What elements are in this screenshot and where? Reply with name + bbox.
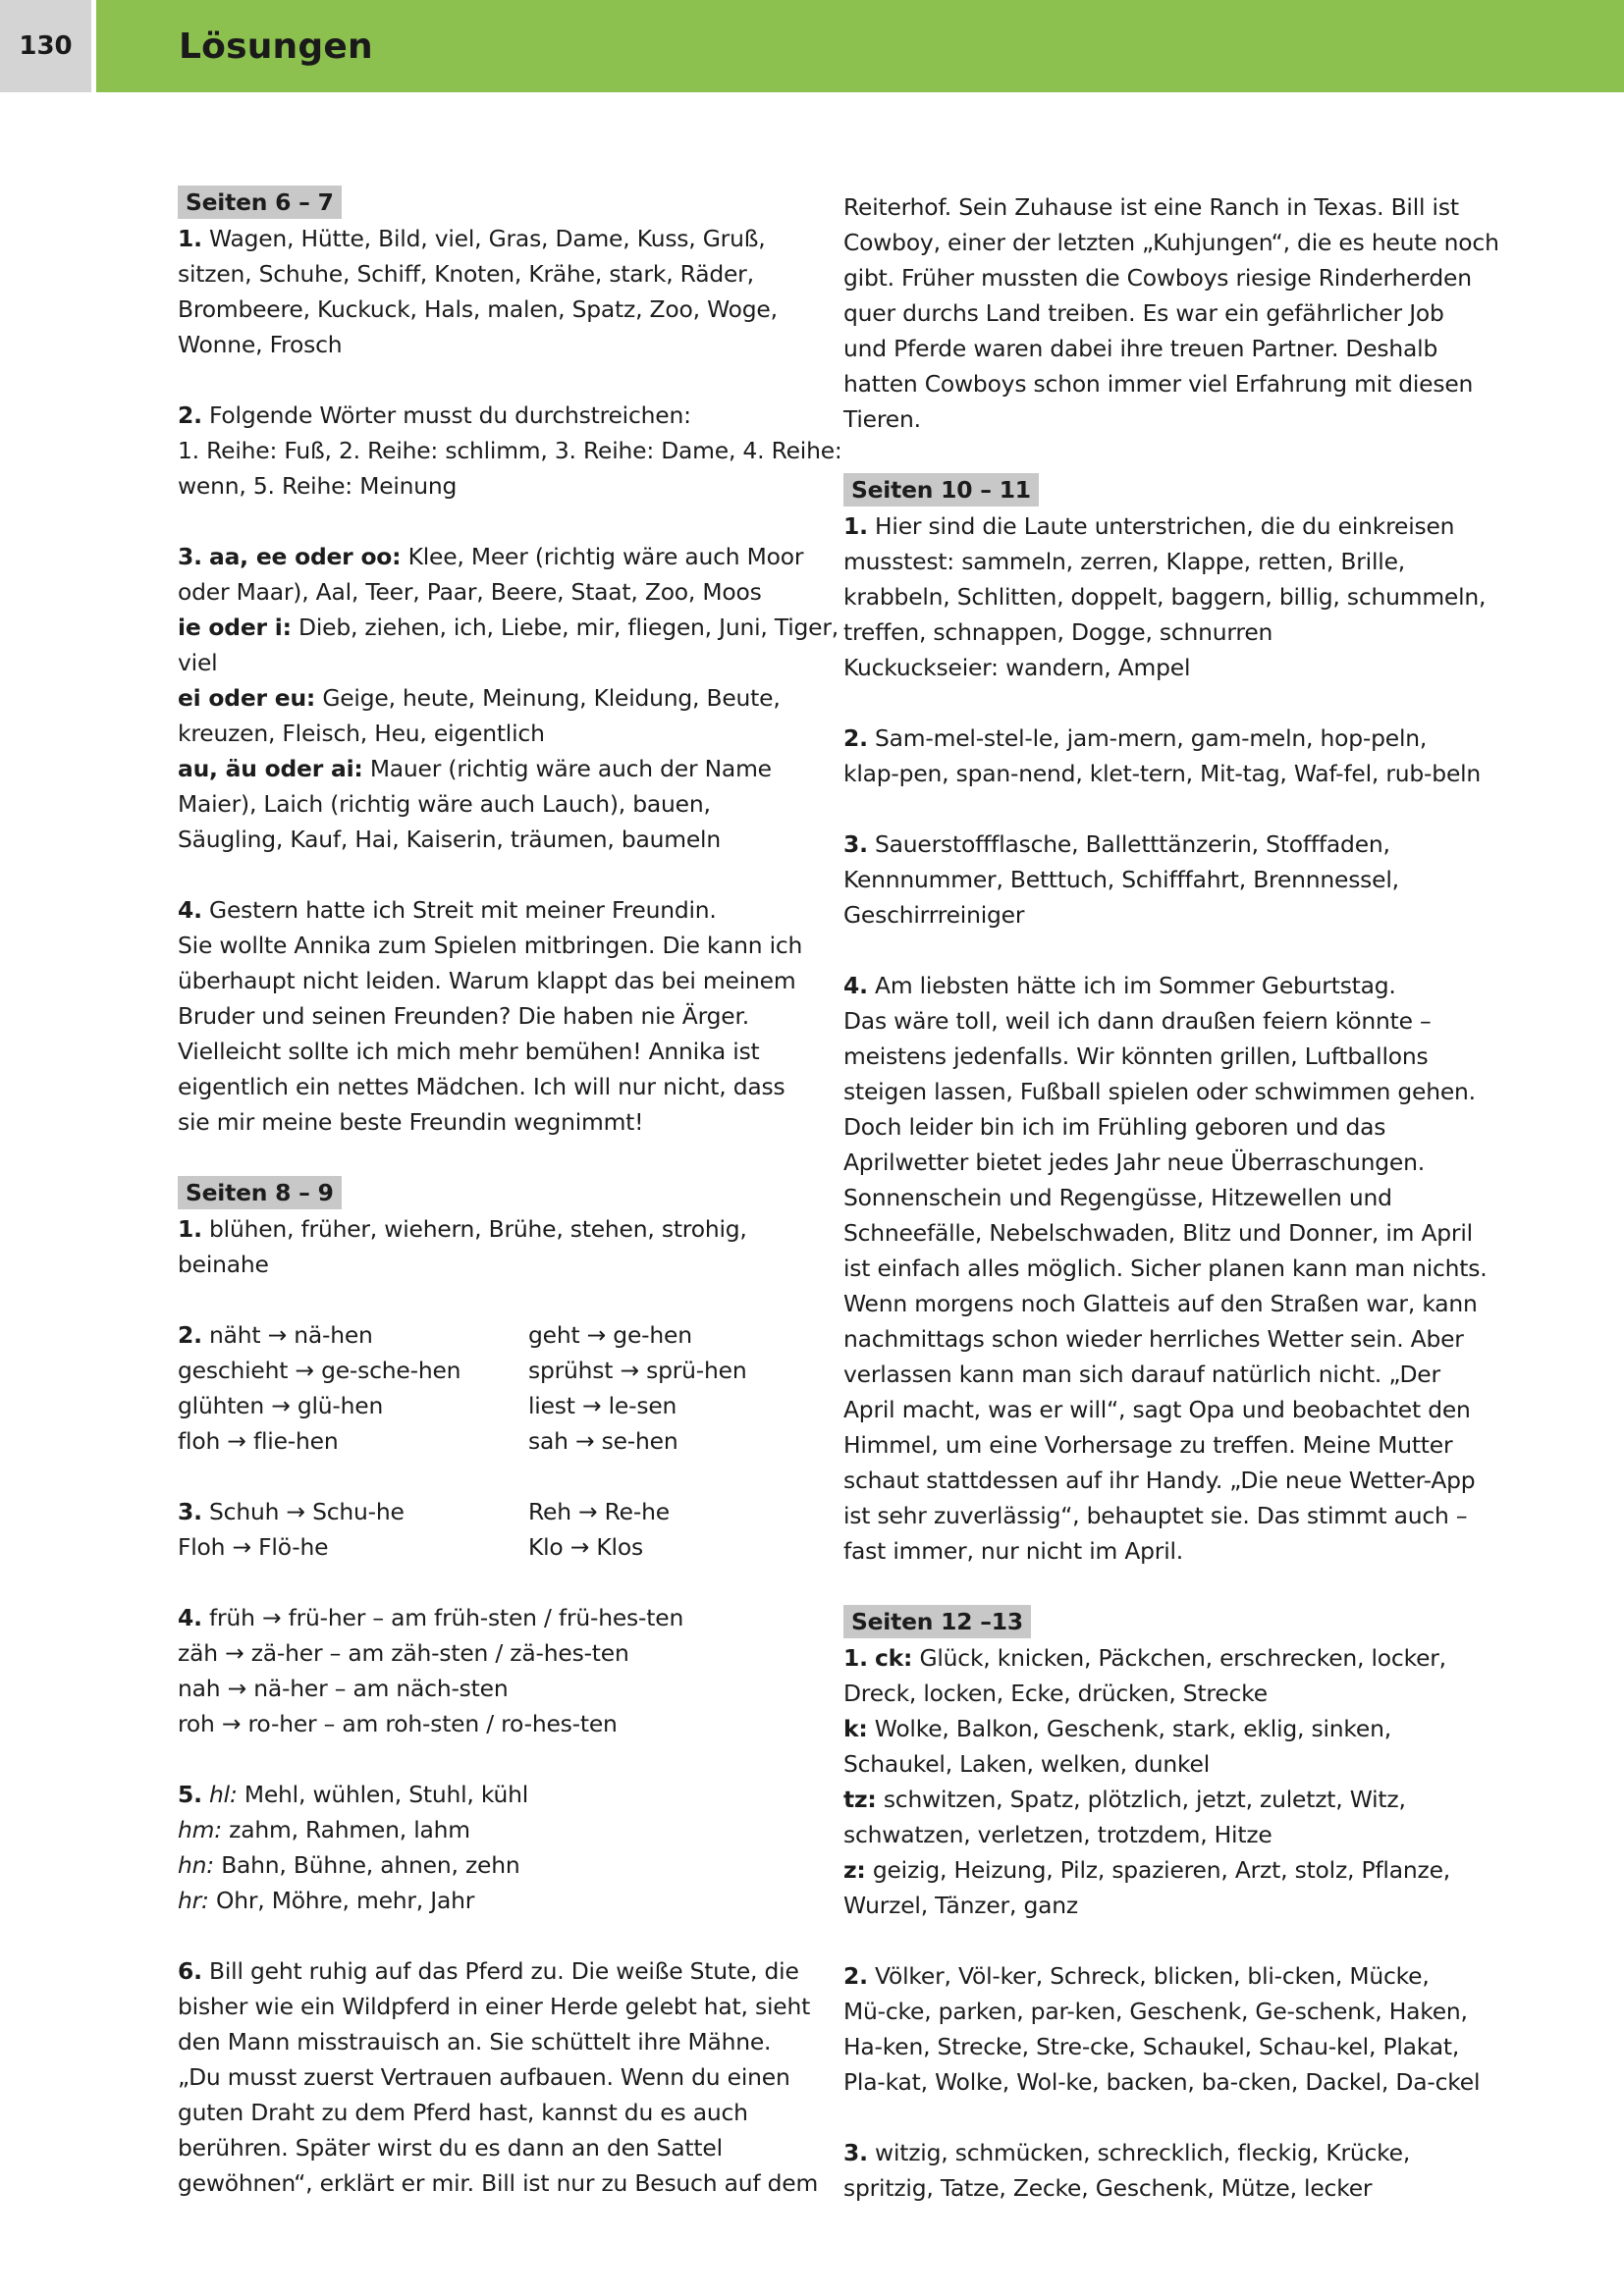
- answer-1: [843, 508, 1487, 685]
- section-seiten-6-7: [178, 185, 842, 1140]
- section-seiten-12-13: [843, 1604, 1481, 2206]
- answer-key: hl:: [209, 1781, 238, 1808]
- answer-text: Glück, knicken, Päckchen, erschrecken, locker,: [919, 1644, 1446, 1672]
- answer-text: Reh → Re-he: [528, 1498, 670, 1525]
- answer-text: überhaupt nicht leiden. Warum klappt das bei meinem: [178, 967, 796, 994]
- answer-text: glühten → glü-hen: [178, 1392, 384, 1419]
- answer-text: Vielleicht sollte ich mich mehr bemühen! Annika ist: [178, 1038, 760, 1065]
- answer-key: au, äu oder ai:: [178, 755, 363, 782]
- answer-text: Bruder und seinen Freunden? Die haben nie Ärger.: [178, 1002, 749, 1030]
- answer-text: liest → le-sen: [528, 1392, 677, 1419]
- answer-3: [843, 2135, 1472, 2206]
- answer-number: 2.: [843, 724, 868, 752]
- answer-4: [843, 968, 1488, 1569]
- answer-text: Sauerstoffflasche, Balletttänzerin, Stofffaden,: [875, 830, 1390, 858]
- answer-text: Wurzel, Tänzer, ganz: [843, 1892, 1078, 1919]
- answer-text: Hier sind die Laute unterstrichen, die du einkreisen: [875, 512, 1455, 540]
- answer-1: [178, 1211, 816, 1282]
- answer-key: ie oder i:: [178, 614, 292, 641]
- answer-key: k:: [843, 1715, 868, 1742]
- answer-text: Tieren.: [843, 405, 921, 433]
- answer-number: 2.: [178, 401, 202, 429]
- answer-text: ist einfach alles möglich. Sicher planen kann man nichts.: [843, 1255, 1488, 1282]
- answer-text: Reiterhof. Sein Zuhause ist eine Ranch in Texas. Bill ist: [843, 193, 1459, 221]
- answer-5: [178, 1777, 816, 1918]
- answer-text: Sie wollte Annika zum Spielen mitbringen. Die kann ich: [178, 932, 803, 959]
- answer-text: 1. Reihe: Fuß, 2. Reihe: schlimm, 3. Reihe: Dame, 4. Reihe:: [178, 437, 842, 464]
- answer-text: zäh → zä-her – am zäh-sten / zä-hes-ten: [178, 1639, 629, 1667]
- answer-text: quer durchs Land treiben. Es war ein gefährlicher Job: [843, 299, 1444, 327]
- answer-key: ei oder eu:: [178, 684, 316, 712]
- answer-text: früh → frü-her – am früh-sten / frü-hes-ten: [209, 1604, 684, 1631]
- answer-number: 3.: [843, 2139, 868, 2166]
- answer-text: Am liebsten hätte ich im Sommer Geburtstag.: [875, 972, 1396, 999]
- answer-text: wenn, 5. Reihe: Meinung: [178, 472, 458, 500]
- answer-text: bisher wie ein Wildpferd in einer Herde gelebt hat, sieht: [178, 1993, 811, 2020]
- answer-6: [178, 1953, 819, 2201]
- answer-text: gewöhnen“, erklärt er mir. Bill ist nur zu Besuch auf dem: [178, 2169, 819, 2197]
- answer-text: spritzig, Tatze, Zecke, Geschenk, Mütze, lecker: [843, 2174, 1373, 2202]
- answer-number: 3.: [178, 1498, 202, 1525]
- answer-text: sah → se-hen: [528, 1427, 678, 1455]
- answer-2: [178, 398, 842, 504]
- answer-text: „Du musst zuerst Vertrauen aufbauen. Wenn du einen: [178, 2063, 790, 2091]
- answer-key: tz:: [843, 1786, 877, 1813]
- answer-text: kreuzen, Fleisch, Heu, eigentlich: [178, 720, 545, 747]
- answer-number: 1.: [178, 225, 202, 252]
- answer-text: Geige, heute, Meinung, Kleidung, Beute,: [322, 684, 781, 712]
- answer-text: Sam-mel-stel-le, jam-mern, gam-meln, hop-peln,: [875, 724, 1428, 752]
- answer-text: Maier), Laich (richtig wäre auch Lauch), bauen,: [178, 790, 711, 818]
- answer-text: blühen, früher, wiehern, Brühe, stehen, strohig,: [209, 1215, 747, 1243]
- answer-text: Klee, Meer (richtig wäre auch Moor: [407, 543, 804, 570]
- answer-text: guten Draht zu dem Pferd hast, kannst du es auch: [178, 2099, 748, 2126]
- answer-key: ck:: [875, 1644, 913, 1672]
- answer-text: Kuckuckseier: wandern, Ampel: [843, 654, 1191, 681]
- answer-text: Aprilwetter bietet jedes Jahr neue Überraschungen.: [843, 1148, 1425, 1176]
- answer-text: fast immer, nur nicht im April.: [843, 1537, 1184, 1565]
- section-heading: Seiten 6 – 7: [178, 186, 342, 219]
- answer-text: ist sehr zuverlässig“, behauptet sie. Das stimmt auch –: [843, 1502, 1468, 1529]
- answer-number: 3.: [843, 830, 868, 858]
- answer-text: Das wäre toll, weil ich dann draußen feiern könnte –: [843, 1007, 1432, 1035]
- answer-key: hn:: [178, 1851, 214, 1879]
- answer-4: [178, 1600, 816, 1741]
- page-number-text: 130: [19, 31, 73, 61]
- answer-key: z:: [843, 1856, 866, 1884]
- answer-text: den Mann misstrauisch an. Sie schüttelt ihre Mähne.: [178, 2028, 772, 2056]
- answer-text: April macht, was er will“, sagt Opa und beobachtet den: [843, 1396, 1471, 1423]
- answer-3: [178, 539, 839, 857]
- answer-number: 1.: [178, 1215, 202, 1243]
- answer-text: Dreck, locken, Ecke, drücken, Strecke: [843, 1680, 1268, 1707]
- section-heading: Seiten 8 – 9: [178, 1176, 342, 1209]
- answer-text: Klo → Klos: [528, 1533, 643, 1561]
- answer-text: zahm, Rahmen, lahm: [229, 1816, 470, 1843]
- answer-text: schwatzen, verletzen, trotzdem, Hitze: [843, 1821, 1272, 1848]
- answer-text: Folgende Wörter musst du durchstreichen:: [209, 401, 691, 429]
- answer-text: Himmel, um eine Vorhersage zu treffen. Meine Mutter: [843, 1431, 1453, 1459]
- answer-text: Sonnenschein und Regengüsse, Hitzewellen und: [843, 1184, 1392, 1211]
- answer-text: schwitzen, Spatz, plötzlich, jetzt, zuletzt, Witz,: [883, 1786, 1406, 1813]
- answer-text: musstest: sammeln, zerren, Klappe, retten, Brille,: [843, 548, 1405, 575]
- answer-text: roh → ro-her – am roh-sten / ro-hes-ten: [178, 1710, 618, 1737]
- answer-text: Ohr, Möhre, mehr, Jahr: [215, 1887, 475, 1914]
- answer-text: geizig, Heizung, Pilz, spazieren, Arzt, stolz, Pflanze,: [872, 1856, 1450, 1884]
- answer-text: Cowboy, einer der letzten „Kuhjungen“, die es heute noch: [843, 229, 1499, 256]
- page-number: [0, 0, 91, 92]
- answer-text: Schuh → Schu-he: [209, 1498, 405, 1525]
- answer-text: Floh → Flö-he: [178, 1533, 329, 1561]
- answer-text: floh → flie-hen: [178, 1427, 339, 1455]
- answer-number: 3.: [178, 543, 202, 570]
- answer-text: meistens jedenfalls. Wir könnten grillen, Luftballons: [843, 1042, 1429, 1070]
- answer-2: [843, 1958, 1481, 2100]
- answer-text: nachmittags schon wieder herrliches Wetter sein. Aber: [843, 1325, 1464, 1353]
- answer-key: hm:: [178, 1816, 222, 1843]
- answer-text: witzig, schmücken, schrecklich, fleckig, Krücke,: [875, 2139, 1411, 2166]
- answer-key: aa, ee oder oo:: [209, 543, 402, 570]
- answer-3-table: [178, 1494, 816, 1565]
- section-seiten-8-9: [178, 1175, 819, 2201]
- answer-text: treffen, schnappen, Dogge, schnurren: [843, 618, 1273, 646]
- answer-text: Schaukel, Laken, welken, dunkel: [843, 1750, 1211, 1778]
- answer-number: 2.: [178, 1321, 202, 1349]
- answer-1: [178, 221, 816, 362]
- answer-text: viel: [178, 649, 218, 676]
- answer-number: 1.: [843, 1644, 868, 1672]
- answer-text: Kennnummer, Betttuch, Schifffahrt, Brennnessel,: [843, 866, 1399, 893]
- answer-text: klap-pen, span-nend, klet-tern, Mit-tag, Waf-fel, rub-beln: [843, 760, 1482, 787]
- left-column: [178, 185, 842, 2236]
- answer-text: Bill geht ruhig auf das Pferd zu. Die weiße Stute, die: [209, 1957, 799, 1985]
- answer-number: 4.: [178, 1604, 202, 1631]
- answer-text: Mauer (richtig wäre auch der Name: [369, 755, 772, 782]
- answer-text: Mehl, wühlen, Stuhl, kühl: [244, 1781, 529, 1808]
- section-heading: Seiten 12 –13: [843, 1605, 1031, 1638]
- answer-number: 6.: [178, 1957, 202, 1985]
- answer-text: oder Maar), Aal, Teer, Paar, Beere, Staat, Zoo, Moos: [178, 578, 762, 606]
- answer-text: eigentlich ein nettes Mädchen. Ich will nur nicht, dass: [178, 1073, 785, 1100]
- answer-text: Mü-cke, parken, par-ken, Geschenk, Ge-schenk, Haken,: [843, 1998, 1468, 2025]
- answer-number: 1.: [843, 512, 868, 540]
- answer-number: 4.: [843, 972, 868, 999]
- answer-text: hatten Cowboys schon immer viel Erfahrung mit diesen: [843, 370, 1474, 398]
- answer-text: gibt. Früher mussten die Cowboys riesige Rinderherden: [843, 264, 1472, 292]
- answer-6-continued: [843, 189, 1499, 437]
- answer-2-table: [178, 1317, 816, 1459]
- answer-text: steigen lassen, Fußball spielen oder schwimmen gehen.: [843, 1078, 1476, 1105]
- section-seiten-10-11: [843, 472, 1488, 1569]
- answer-text: Geschirrreiniger: [843, 901, 1025, 929]
- answer-text: geschieht → ge-sche-hen: [178, 1357, 461, 1384]
- page-title: Lösungen: [179, 26, 373, 67]
- answer-number: 4.: [178, 896, 202, 924]
- answer-text: Brombeere, Kuckuck, Hals, malen, Spatz, Zoo, Woge,: [178, 295, 778, 323]
- section-heading: Seiten 10 – 11: [843, 473, 1039, 507]
- answer-text: Pla-kat, Wolke, Wol-ke, backen, ba-cken, Dackel, Da-ckel: [843, 2068, 1481, 2096]
- answer-text: Wenn morgens noch Glatteis auf den Straßen war, kann: [843, 1290, 1478, 1317]
- answer-text: Bahn, Bühne, ahnen, zehn: [221, 1851, 520, 1879]
- answer-text: sprühst → sprü-hen: [528, 1357, 747, 1384]
- answer-text: sie mir meine beste Freundin wegnimmt!: [178, 1108, 644, 1136]
- header-bar: [96, 0, 1624, 92]
- answer-text: geht → ge-hen: [528, 1321, 692, 1349]
- answer-text: näht → nä-hen: [209, 1321, 373, 1349]
- answer-text: Doch leider bin ich im Frühling geboren und das: [843, 1113, 1386, 1141]
- answer-4: [178, 892, 816, 1140]
- answer-2: [843, 721, 1482, 791]
- answer-text: Säugling, Kauf, Hai, Kaiserin, träumen, baumeln: [178, 826, 721, 853]
- answer-text: Dieb, ziehen, ich, Liebe, mir, fliegen, Juni, Tiger,: [298, 614, 839, 641]
- answer-text: und Pferde waren dabei ihre treuen Partner. Deshalb: [843, 335, 1438, 362]
- answer-text: Gestern hatte ich Streit mit meiner Freundin.: [209, 896, 717, 924]
- answer-text: Wolke, Balkon, Geschenk, stark, eklig, sinken,: [874, 1715, 1391, 1742]
- answer-text: berühren. Später wirst du es dann an den Sattel: [178, 2134, 723, 2162]
- answer-text: Wagen, Hütte, Bild, viel, Gras, Dame, Kuss, Gruß,: [209, 225, 766, 252]
- answer-text: Ha-ken, Strecke, Stre-cke, Schaukel, Schau-kel, Plakat,: [843, 2033, 1460, 2060]
- answer-key: hr:: [178, 1887, 209, 1914]
- answer-text: schaut stattdessen auf ihr Handy. „Die neue Wetter-App: [843, 1467, 1476, 1494]
- answer-text: verlassen kann man sich darauf natürlich nicht. „Der: [843, 1361, 1440, 1388]
- answer-3: [843, 827, 1472, 933]
- answer-text: sitzen, Schuhe, Schiff, Knoten, Krähe, stark, Räder,: [178, 260, 754, 288]
- answer-number: 5.: [178, 1781, 202, 1808]
- answer-text: beinahe: [178, 1251, 269, 1278]
- answer-text: Wonne, Frosch: [178, 331, 343, 358]
- answer-text: krabbeln, Schlitten, doppelt, baggern, billig, schummeln,: [843, 583, 1487, 611]
- answer-1: [843, 1640, 1472, 1923]
- answer-text: nah → nä-her – am näch-sten: [178, 1675, 509, 1702]
- answer-text: Schneefälle, Nebelschwaden, Blitz und Donner, im April: [843, 1219, 1473, 1247]
- right-column: [843, 189, 1499, 2241]
- answer-text: Völker, Völ-ker, Schreck, blicken, bli-cken, Mücke,: [875, 1962, 1430, 1990]
- answer-number: 2.: [843, 1962, 868, 1990]
